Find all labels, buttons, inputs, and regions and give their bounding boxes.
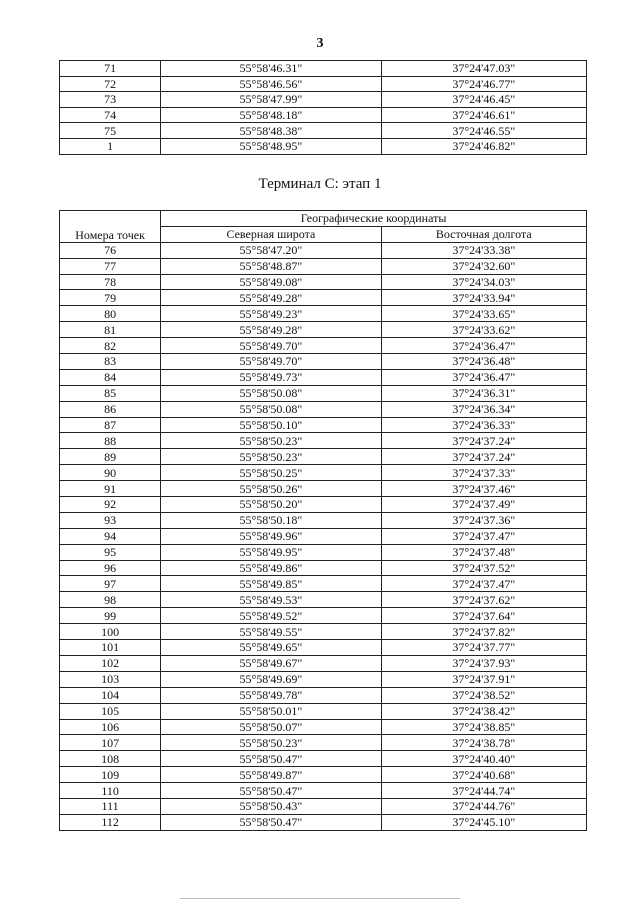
table-row [60, 783, 587, 799]
header-geo-coordinates: Географические координаты [161, 211, 587, 227]
longitude-cell: 37°24'45.10" [381, 814, 586, 830]
longitude-cell: 37°24'38.78" [381, 735, 586, 751]
header-point-numbers: Номера точек [60, 211, 161, 243]
latitude-cell: 55°58'49.70" [161, 354, 381, 370]
table-row [60, 512, 587, 528]
point-number-cell: 96 [60, 560, 161, 576]
point-number-cell: 76 [60, 242, 161, 258]
latitude-cell: 55°58'49.28" [161, 290, 381, 306]
longitude-cell: 37°24'37.47" [381, 576, 586, 592]
longitude-cell: 37°24'33.38" [381, 242, 586, 258]
longitude-cell: 37°24'32.60" [381, 258, 586, 274]
longitude-cell: 37°24'46.55" [381, 123, 586, 139]
latitude-cell: 55°58'48.18" [161, 107, 381, 123]
longitude-cell: 37°24'37.48" [381, 544, 586, 560]
table-row [60, 417, 587, 433]
coordinates-table [59, 210, 587, 831]
table-row [60, 560, 587, 576]
scan-artifact-line [180, 898, 460, 899]
table-row [60, 290, 587, 306]
latitude-cell: 55°58'48.38" [161, 123, 381, 139]
latitude-cell: 55°58'49.28" [161, 322, 381, 338]
table-row [60, 433, 587, 449]
latitude-cell: 55°58'49.85" [161, 576, 381, 592]
point-number-cell: 107 [60, 735, 161, 751]
table-row [60, 338, 587, 354]
longitude-cell: 37°24'37.46" [381, 481, 586, 497]
point-number-cell: 80 [60, 306, 161, 322]
latitude-cell: 55°58'48.87" [161, 258, 381, 274]
point-number-cell: 106 [60, 719, 161, 735]
point-number-cell: 83 [60, 354, 161, 370]
header-east-longitude: Восточная долгота [381, 226, 586, 242]
latitude-cell: 55°58'50.01" [161, 703, 381, 719]
latitude-cell: 55°58'50.20" [161, 497, 381, 513]
point-number-cell: 91 [60, 481, 161, 497]
longitude-cell: 37°24'37.24" [381, 449, 586, 465]
point-number-cell: 105 [60, 703, 161, 719]
longitude-cell: 37°24'37.36" [381, 512, 586, 528]
latitude-cell: 55°58'50.08" [161, 401, 381, 417]
latitude-cell: 55°58'50.47" [161, 814, 381, 830]
coordinates-table-continued [59, 60, 587, 155]
table-row [60, 640, 587, 656]
longitude-cell: 37°24'36.47" [381, 369, 586, 385]
latitude-cell: 55°58'49.95" [161, 544, 381, 560]
table-row [60, 107, 587, 123]
point-number-cell: 79 [60, 290, 161, 306]
longitude-cell: 37°24'38.52" [381, 687, 586, 703]
latitude-cell: 55°58'46.56" [161, 76, 381, 92]
table-row [60, 449, 587, 465]
longitude-cell: 37°24'46.77" [381, 76, 586, 92]
point-number-cell: 85 [60, 385, 161, 401]
point-number-cell: 109 [60, 767, 161, 783]
longitude-cell: 37°24'40.40" [381, 751, 586, 767]
longitude-cell: 37°24'37.49" [381, 497, 586, 513]
latitude-cell: 55°58'50.23" [161, 433, 381, 449]
longitude-cell: 37°24'38.85" [381, 719, 586, 735]
point-number-cell: 92 [60, 497, 161, 513]
point-number-cell: 104 [60, 687, 161, 703]
table-row [60, 76, 587, 92]
table-row [60, 655, 587, 671]
point-number-cell: 101 [60, 640, 161, 656]
table-row [60, 92, 587, 108]
point-number-cell: 110 [60, 783, 161, 799]
table-row [60, 544, 587, 560]
table-row [60, 258, 587, 274]
latitude-cell: 55°58'50.23" [161, 449, 381, 465]
latitude-cell: 55°58'49.65" [161, 640, 381, 656]
latitude-cell: 55°58'49.73" [161, 369, 381, 385]
table-row [60, 369, 587, 385]
point-number-cell: 82 [60, 338, 161, 354]
table-row [60, 671, 587, 687]
point-number-cell: 90 [60, 465, 161, 481]
latitude-cell: 55°58'49.70" [161, 338, 381, 354]
point-number-cell: 87 [60, 417, 161, 433]
point-number-cell: 77 [60, 258, 161, 274]
table-row [60, 592, 587, 608]
latitude-cell: 55°58'49.86" [161, 560, 381, 576]
latitude-cell: 55°58'48.95" [161, 138, 381, 154]
table-row [60, 735, 587, 751]
longitude-cell: 37°24'34.03" [381, 274, 586, 290]
point-number-cell: 99 [60, 608, 161, 624]
longitude-cell: 37°24'36.33" [381, 417, 586, 433]
latitude-cell: 55°58'50.10" [161, 417, 381, 433]
point-number-cell: 100 [60, 624, 161, 640]
longitude-cell: 37°24'37.24" [381, 433, 586, 449]
table-row [60, 798, 587, 814]
point-number-cell: 112 [60, 814, 161, 830]
longitude-cell: 37°24'33.94" [381, 290, 586, 306]
main-table-body [60, 242, 587, 830]
table-row [60, 354, 587, 370]
latitude-cell: 55°58'49.55" [161, 624, 381, 640]
table-row [60, 576, 587, 592]
table-row [60, 719, 587, 735]
latitude-cell: 55°58'49.78" [161, 687, 381, 703]
longitude-cell: 37°24'46.45" [381, 92, 586, 108]
table-row [60, 703, 587, 719]
latitude-cell: 55°58'50.08" [161, 385, 381, 401]
longitude-cell: 37°24'36.48" [381, 354, 586, 370]
point-number-cell: 81 [60, 322, 161, 338]
point-number-cell: 111 [60, 798, 161, 814]
table-row [60, 138, 587, 154]
point-number-cell: 88 [60, 433, 161, 449]
table-row [60, 608, 587, 624]
table-row [60, 242, 587, 258]
table-row [60, 306, 587, 322]
table-row [60, 322, 587, 338]
latitude-cell: 55°58'49.23" [161, 306, 381, 322]
top-table-body [60, 61, 587, 155]
longitude-cell: 37°24'44.74" [381, 783, 586, 799]
longitude-cell: 37°24'37.64" [381, 608, 586, 624]
latitude-cell: 55°58'49.69" [161, 671, 381, 687]
longitude-cell: 37°24'37.82" [381, 624, 586, 640]
point-number-cell: 78 [60, 274, 161, 290]
table-row [60, 61, 587, 77]
latitude-cell: 55°58'50.23" [161, 735, 381, 751]
longitude-cell: 37°24'36.34" [381, 401, 586, 417]
point-number-cell: 72 [60, 76, 161, 92]
table-row [60, 497, 587, 513]
longitude-cell: 37°24'37.93" [381, 655, 586, 671]
point-number-cell: 84 [60, 369, 161, 385]
table-row [60, 624, 587, 640]
latitude-cell: 55°58'50.25" [161, 465, 381, 481]
point-number-cell: 93 [60, 512, 161, 528]
longitude-cell: 37°24'37.91" [381, 671, 586, 687]
point-number-cell: 102 [60, 655, 161, 671]
point-number-cell: 71 [60, 61, 161, 77]
latitude-cell: 55°58'49.67" [161, 655, 381, 671]
longitude-cell: 37°24'38.42" [381, 703, 586, 719]
table-row [60, 814, 587, 830]
table-row [60, 385, 587, 401]
latitude-cell: 55°58'47.20" [161, 242, 381, 258]
longitude-cell: 37°24'44.76" [381, 798, 586, 814]
longitude-cell: 37°24'37.33" [381, 465, 586, 481]
latitude-cell: 55°58'50.07" [161, 719, 381, 735]
point-number-cell: 97 [60, 576, 161, 592]
longitude-cell: 37°24'36.31" [381, 385, 586, 401]
table-row [60, 274, 587, 290]
point-number-cell: 73 [60, 92, 161, 108]
table-row [60, 465, 587, 481]
point-number-cell: 1 [60, 138, 161, 154]
table-row [60, 123, 587, 139]
longitude-cell: 37°24'33.62" [381, 322, 586, 338]
longitude-cell: 37°24'46.82" [381, 138, 586, 154]
longitude-cell: 37°24'33.65" [381, 306, 586, 322]
latitude-cell: 55°58'49.96" [161, 528, 381, 544]
table-row [60, 401, 587, 417]
longitude-cell: 37°24'37.77" [381, 640, 586, 656]
latitude-cell: 55°58'50.18" [161, 512, 381, 528]
latitude-cell: 55°58'49.87" [161, 767, 381, 783]
point-number-cell: 95 [60, 544, 161, 560]
latitude-cell: 55°58'50.43" [161, 798, 381, 814]
longitude-cell: 37°24'37.62" [381, 592, 586, 608]
longitude-cell: 37°24'37.47" [381, 528, 586, 544]
point-number-cell: 94 [60, 528, 161, 544]
point-number-cell: 98 [60, 592, 161, 608]
longitude-cell: 37°24'46.61" [381, 107, 586, 123]
point-number-cell: 75 [60, 123, 161, 139]
section-title: Терминал С: этап 1 [258, 176, 382, 192]
point-number-cell: 74 [60, 107, 161, 123]
longitude-cell: 37°24'37.52" [381, 560, 586, 576]
table-row [60, 687, 587, 703]
longitude-cell: 37°24'47.03" [381, 61, 586, 77]
table-row [60, 528, 587, 544]
point-number-cell: 86 [60, 401, 161, 417]
table-row [60, 751, 587, 767]
point-number-cell: 108 [60, 751, 161, 767]
table-row [60, 767, 587, 783]
latitude-cell: 55°58'50.47" [161, 783, 381, 799]
point-number-cell: 89 [60, 449, 161, 465]
latitude-cell: 55°58'50.47" [161, 751, 381, 767]
latitude-cell: 55°58'46.31" [161, 61, 381, 77]
longitude-cell: 37°24'40.68" [381, 767, 586, 783]
point-number-cell: 103 [60, 671, 161, 687]
latitude-cell: 55°58'50.26" [161, 481, 381, 497]
latitude-cell: 55°58'49.53" [161, 592, 381, 608]
latitude-cell: 55°58'47.99" [161, 92, 381, 108]
latitude-cell: 55°58'49.52" [161, 608, 381, 624]
header-north-latitude: Северная широта [161, 226, 381, 242]
latitude-cell: 55°58'49.08" [161, 274, 381, 290]
longitude-cell: 37°24'36.47" [381, 338, 586, 354]
table-row [60, 481, 587, 497]
page-number: 3 [316, 36, 324, 51]
